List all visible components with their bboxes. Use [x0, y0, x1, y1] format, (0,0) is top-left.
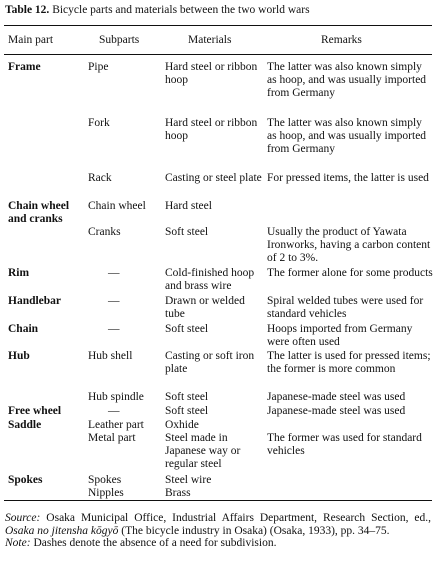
source-text-2: (The bicycle industry in Osaka) (Osaka, 1933), pp. 34–75. [121, 524, 390, 537]
main-part-cell: Hub [8, 350, 30, 362]
subpart-cell: Nipples [88, 487, 124, 499]
materials-cell: Soft steel [165, 405, 209, 417]
dash-note [5, 537, 431, 550]
materials-cell: Hard steel [165, 200, 212, 212]
subpart-cell: — [108, 267, 120, 279]
remarks-cell: Spiral welded tubes were used for standard vehicles [267, 295, 424, 320]
subpart-cell: — [108, 295, 120, 307]
source-label: Source: [5, 512, 41, 524]
bottom-rule [4, 500, 432, 501]
table-number: Table 12. [5, 4, 50, 16]
table-notes [5, 512, 431, 550]
source-text-1: Osaka Municipal Office, Industrial Affairs Department, Research Section, ed., [46, 512, 431, 524]
materials-cell: Steel made in Japanese way or regular steel [165, 432, 241, 470]
materials-cell: Soft steel [165, 323, 209, 335]
materials-cell: Soft steel [165, 226, 209, 238]
subpart-cell: Rack [88, 172, 112, 184]
top-rule [4, 25, 432, 26]
materials-cell: Hard steel or ribbon hoop [165, 117, 258, 142]
remarks-cell: Hoops imported from Germany were often used [267, 323, 413, 348]
materials-cell: Hard steel or ribbon hoop [165, 61, 258, 86]
header-main-part: Main part [8, 34, 54, 46]
subpart-cell: Pipe [88, 61, 109, 73]
remarks-cell: The latter was also known simply as hoop, and was usually imported from Germany [267, 117, 427, 155]
materials-cell: Drawn or welded tube [165, 295, 245, 320]
subpart-cell: — [108, 405, 120, 417]
materials-cell: Casting or steel plate [165, 172, 262, 184]
table-caption [5, 3, 310, 17]
table-title: Bicycle parts and materials between the two world wars [52, 4, 310, 16]
header-subparts: Subparts [99, 34, 140, 46]
main-part-cell: Spokes [8, 474, 43, 486]
main-part-cell: Chain [8, 323, 39, 335]
main-part-cell: Free wheel [8, 405, 62, 417]
materials-cell: Casting or soft iron plate [165, 350, 255, 375]
header-remarks: Remarks [321, 34, 362, 46]
materials-cell: Steel wire [165, 474, 212, 486]
remarks-cell: Japanese-made steel was used [267, 391, 406, 403]
materials-cell: Brass [165, 487, 191, 499]
remarks-cell: Usually the product of Yawata Ironworks, having a carbon content of 2 to 3%. [267, 226, 431, 264]
subpart-cell: Hub spindle [88, 391, 144, 403]
subpart-cell: Chain wheel [88, 200, 146, 212]
note-label: Note: [5, 537, 31, 549]
main-part-cell: Frame [8, 61, 41, 73]
materials-cell: Oxhide [165, 419, 199, 431]
header-materials: Materials [188, 34, 232, 46]
remarks-cell: The former alone for some products [267, 267, 433, 279]
main-part-cell: Chain wheel and cranks [8, 200, 70, 225]
subpart-cell: Fork [88, 117, 110, 129]
materials-cell: Cold-finished hoop and brass wire [165, 267, 255, 292]
remarks-cell: For pressed items, the latter is used [267, 172, 429, 184]
source-note [5, 512, 431, 537]
subpart-cell: Hub shell [88, 350, 133, 362]
materials-cell: Soft steel [165, 391, 209, 403]
header-rule [4, 54, 432, 55]
subpart-cell: Cranks [88, 226, 121, 238]
remarks-cell: Japanese-made steel was used [267, 405, 406, 417]
main-part-cell: Rim [8, 267, 30, 279]
main-part-cell: Saddle [8, 419, 42, 431]
remarks-cell: The latter was also known simply as hoop, and was usually imported from Germany [267, 61, 427, 99]
subpart-cell: Metal part [88, 432, 136, 444]
note-text: Dashes denote the absence of a need for subdivision. [33, 537, 277, 549]
main-part-cell: Handlebar [8, 295, 62, 307]
subpart-cell: — [108, 323, 120, 335]
remarks-cell: The latter is used for pressed items; the former is more common [267, 350, 431, 375]
source-title: Osaka no jitensha kōgyō [5, 524, 119, 537]
remarks-cell: The former was used for standard vehicles [267, 432, 422, 457]
subpart-cell: Leather part [88, 419, 144, 431]
subpart-cell: Spokes [88, 474, 122, 486]
